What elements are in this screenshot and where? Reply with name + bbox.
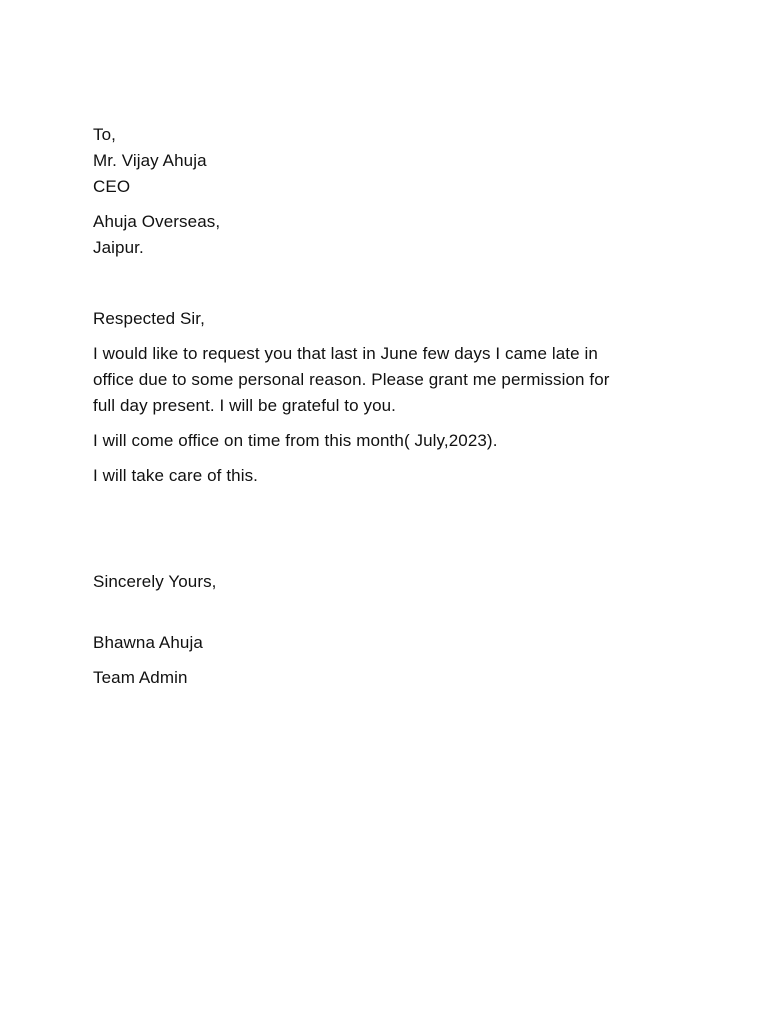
body-paragraph-3: I will take care of this. (93, 466, 259, 485)
body-paragraph-2: I will come office on time from this month( July,2023). (93, 431, 498, 450)
greeting: Respected Sir, (93, 309, 205, 328)
sender-title: Team Admin (93, 668, 188, 687)
to-label: To, (93, 125, 116, 144)
body-paragraph-line: full day present. I will be grateful to you. (93, 396, 397, 415)
recipient-title: CEO (93, 177, 131, 196)
city: Jaipur. (93, 238, 144, 257)
body-paragraph-line: office due to some personal reason. Please grant me permission for (93, 370, 610, 389)
closing: Sincerely Yours, (93, 572, 217, 591)
recipient-name: Mr. Vijay Ahuja (93, 151, 207, 170)
sender-name: Bhawna Ahuja (93, 633, 203, 652)
body-paragraph-line: I would like to request you that last in June few days I came late in (93, 344, 598, 363)
company-name: Ahuja Overseas, (93, 212, 221, 231)
